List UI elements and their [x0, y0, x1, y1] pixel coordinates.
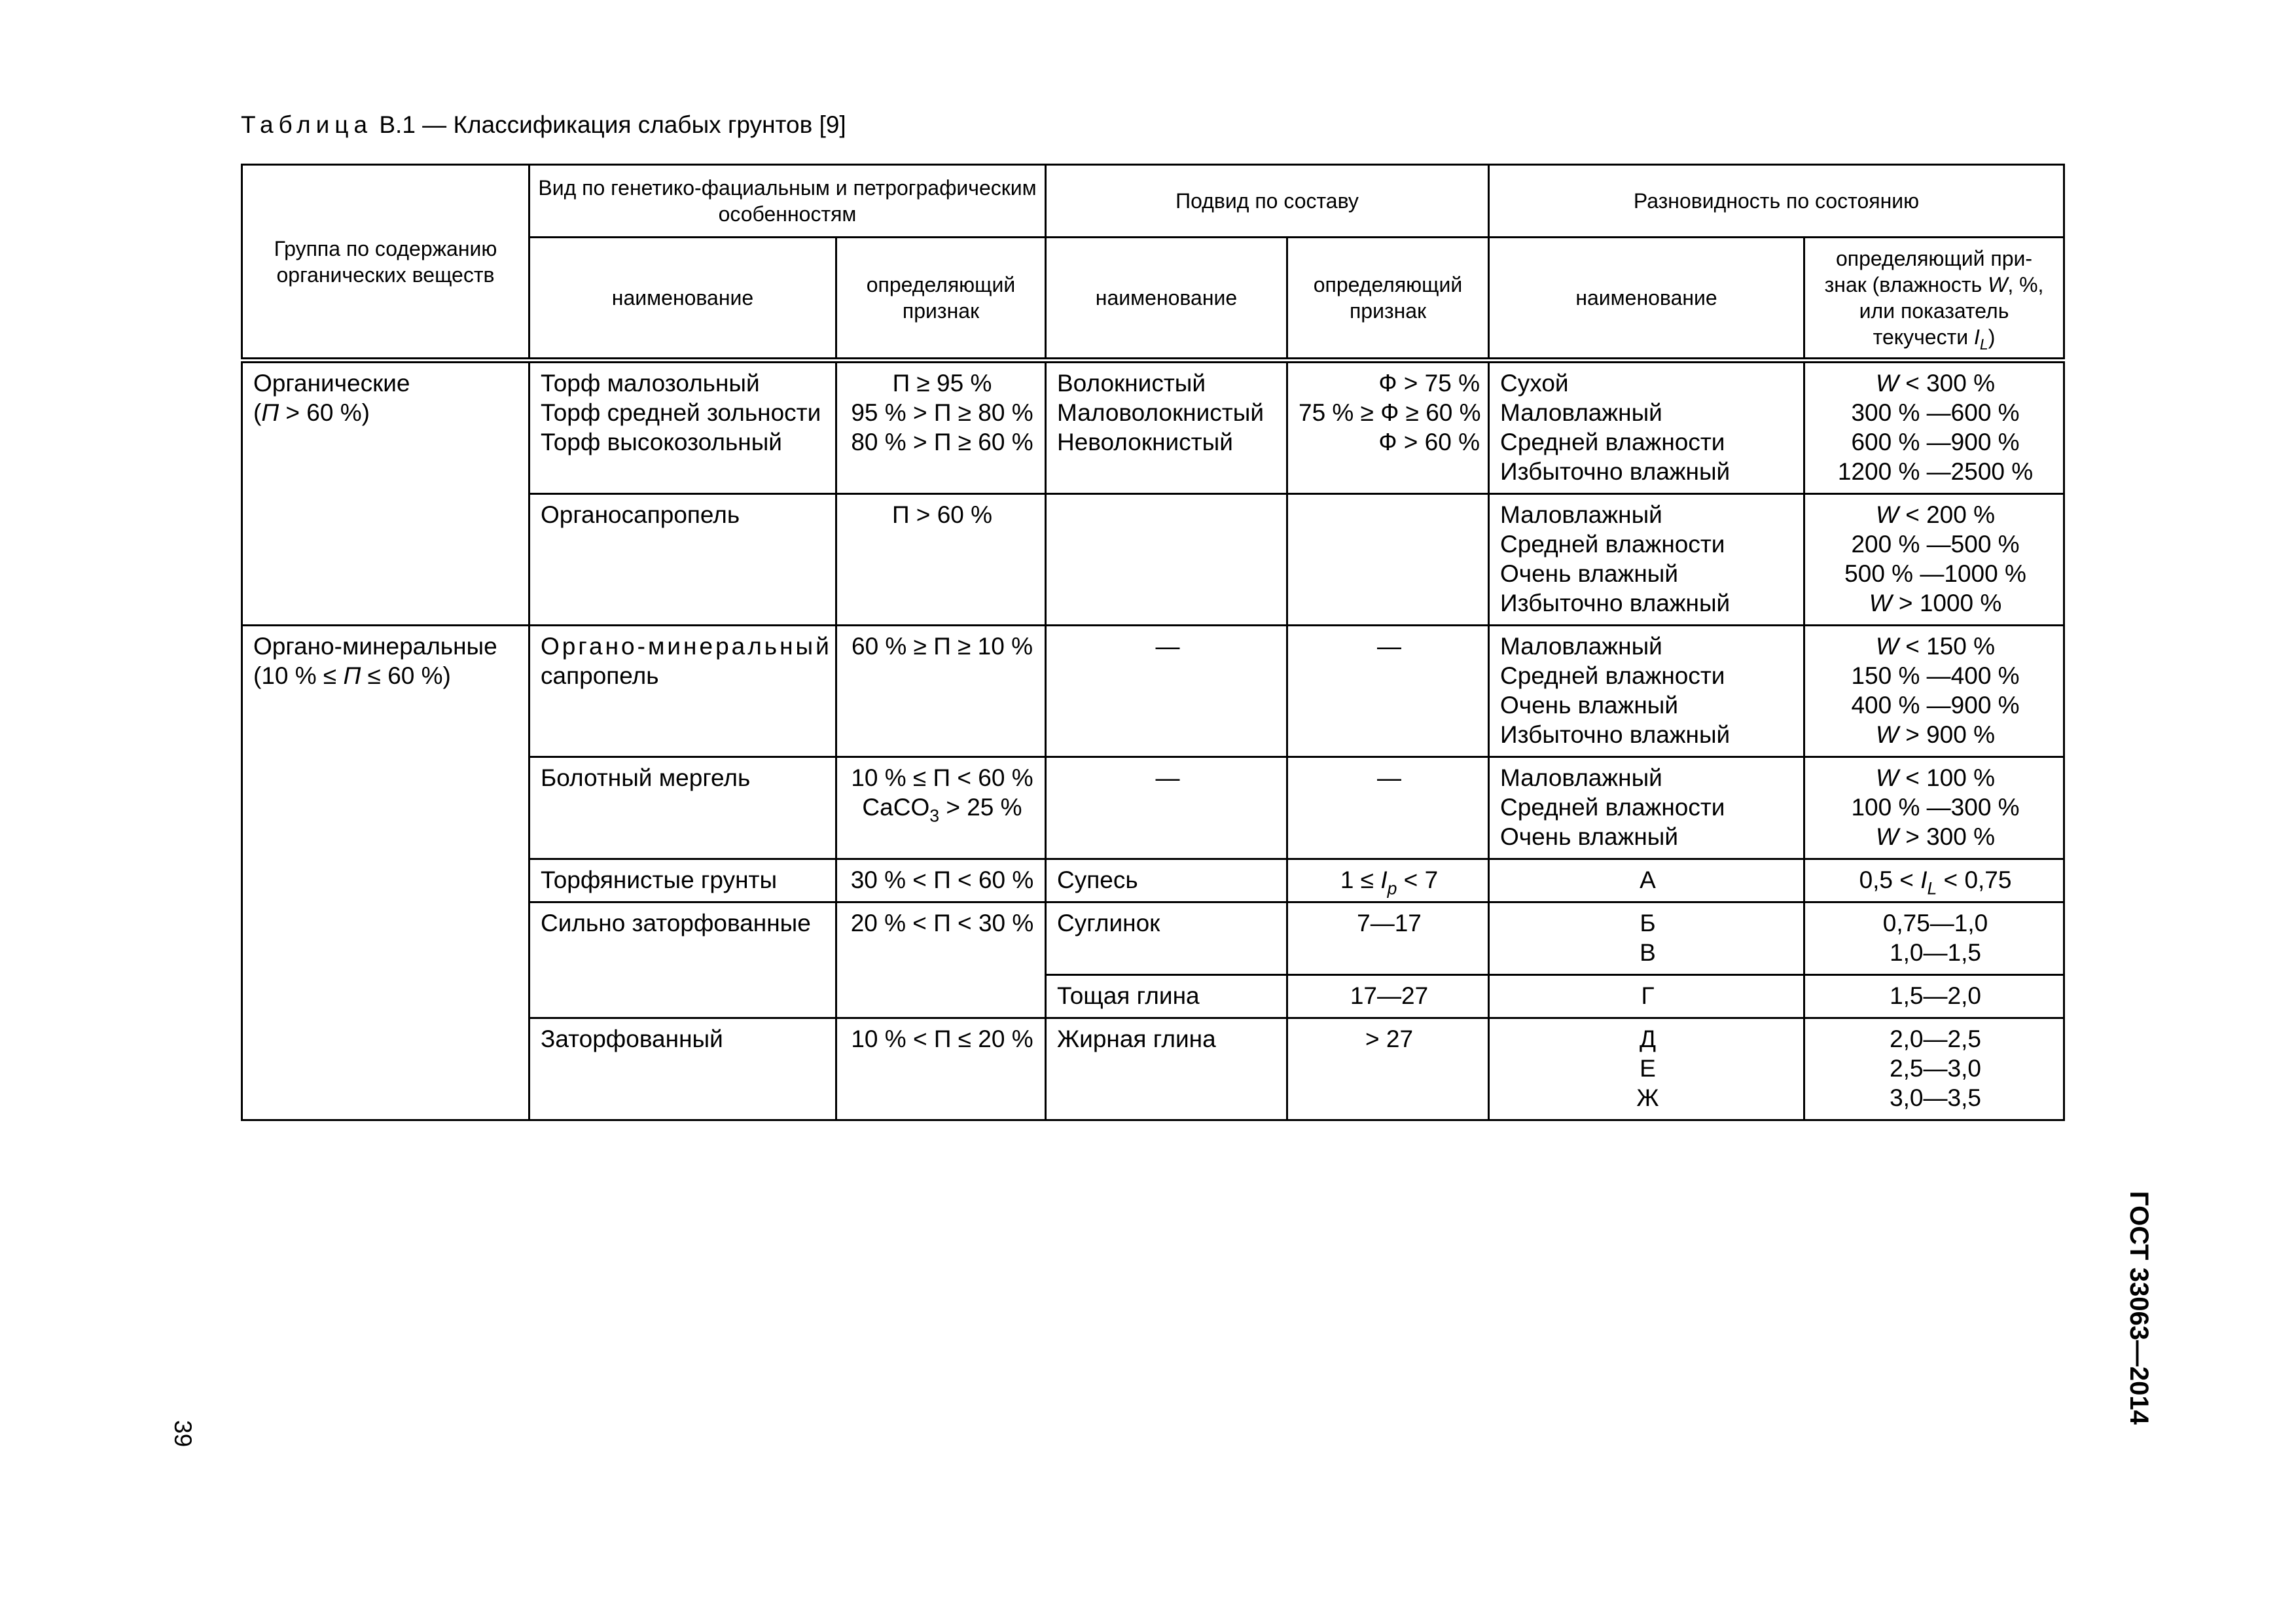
group-organo-mineral: Органо-минеральные (10 % ≤ П ≤ 60 %) [242, 626, 529, 1120]
fat-moisture: 2,0—2,5 2,5—3,0 3,0—3,5 [1804, 1018, 2064, 1120]
header-podvid-name: наименование [1046, 238, 1287, 361]
header-group: Группа по содержанию органических веществ [242, 165, 529, 361]
strong-name: Сильно заторфованные [529, 902, 836, 1018]
torf-moisture: W < 300 % 300 % —600 % 600 % —900 % 1200 % —2500 % [1804, 361, 2064, 494]
fat-sign: > 27 [1287, 1018, 1489, 1120]
page-number: 39 [170, 1420, 196, 1448]
orgsap-moisture: W < 200 % 200 % —500 % 500 % —1000 % W > 1000 % [1804, 494, 2064, 626]
header-raznovid: Разновидность по состоянию [1489, 165, 2064, 238]
marl-moisture: W < 100 % 100 % —300 % W > 300 % [1804, 757, 2064, 859]
marl-sub-sign-dash: — [1287, 757, 1489, 859]
header-vid: Вид по генетико-фациальным и петрографическим особенностям [529, 165, 1046, 238]
caption-text: В.1 — Классификация слабых грунтов [9] [379, 111, 846, 138]
caption-prefix: Таблица [241, 111, 373, 138]
marl-sign: 10 % ≤ П < 60 % CaCO$_3$ > 25 % [836, 757, 1046, 859]
peated-name: Заторфованный [529, 1018, 836, 1120]
marl-name: Болотный мергель [529, 757, 836, 859]
peaty-sub-sign: $1 \le I_p < 7$ [1287, 859, 1489, 902]
torf-sub-names: Волокнистый Маловолокнистый Неволокнистый [1046, 361, 1287, 494]
header-vid-name: наименование [529, 238, 836, 361]
header-vid-feature: определяющий признак [836, 238, 1046, 361]
peaty-state: А [1489, 859, 1804, 902]
orgsap-states: Маловлажный Средней влажности Очень влажный Избыточно влажный [1489, 494, 1804, 626]
loam-name: Суглинок [1046, 902, 1287, 975]
peaty-sub-name: Супесь [1046, 859, 1287, 902]
torf-names: Торф малозольный Торф средней зольности Торф высокозольный [529, 361, 836, 494]
orgsap-sub-name-empty [1046, 494, 1287, 626]
loam-sign: 7—17 [1287, 902, 1489, 975]
table-caption [241, 109, 846, 141]
fat-states: Д Е Ж [1489, 1018, 1804, 1120]
lean-sign: 17—27 [1287, 975, 1489, 1018]
peated-sign: 10 % < П ≤ 20 % [836, 1018, 1046, 1120]
header-row-1 [242, 165, 2064, 238]
header-podvid: Подвид по составу [1046, 165, 1489, 238]
lean-moisture: 1,5—2,0 [1804, 975, 2064, 1018]
torf-sub-signs: Ф > 75 % 75 % ≥ Ф ≥ 60 % Ф > 60 % [1287, 361, 1489, 494]
table-row [242, 626, 2064, 757]
omsap-name: Органо-минеральный сапропель [529, 626, 836, 757]
strong-sign: 20 % < П < 30 % [836, 902, 1046, 1018]
orgsap-name: Органосапропель [529, 494, 836, 626]
omsap-states: Маловлажный Средней влажности Очень влажный Избыточно влажный [1489, 626, 1804, 757]
torf-states: Сухой Маловлажный Средней влажности Избыточно влажный [1489, 361, 1804, 494]
peaty-moisture: $0,5 < I_L < 0,75$ [1804, 859, 2064, 902]
omsap-moisture: W < 150 % 150 % —400 % 400 % —900 % W > 900 % [1804, 626, 2064, 757]
loam-states: Б В [1489, 902, 1804, 975]
peaty-name: Торфянистые грунты [529, 859, 836, 902]
header-state-feature: определяющий при- знак (влажность W, %, или показатель текучести $I_L$) [1804, 238, 2064, 361]
omsap-sign: 60 % ≥ П ≥ 10 % [836, 626, 1046, 757]
orgsap-sub-sign-empty [1287, 494, 1489, 626]
marl-states: Маловлажный Средней влажности Очень влажный [1489, 757, 1804, 859]
peaty-sign: 30 % < П < 60 % [836, 859, 1046, 902]
header-podvid-feature: определяющий признак [1287, 238, 1489, 361]
lean-name: Тощая глина [1046, 975, 1287, 1018]
loam-moisture: 0,75—1,0 1,0—1,5 [1804, 902, 2064, 975]
soils-classification-table [241, 164, 2065, 1121]
fat-name: Жирная глина [1046, 1018, 1287, 1120]
marl-sub-name-dash: — [1046, 757, 1287, 859]
table-row [242, 361, 2064, 494]
orgsap-sign: П > 60 % [836, 494, 1046, 626]
lean-state: Г [1489, 975, 1804, 1018]
header-state-name: наименование [1489, 238, 1804, 361]
omsap-sub-name-dash: — [1046, 626, 1287, 757]
standard-designation: ГОСТ 33063—2014 [2125, 1191, 2153, 1425]
torf-signs: П ≥ 95 % 95 % > П ≥ 80 % 80 % > П ≥ 60 % [836, 361, 1046, 494]
omsap-sub-sign-dash: — [1287, 626, 1489, 757]
group-organic: Органические (П > 60 %) [242, 361, 529, 626]
